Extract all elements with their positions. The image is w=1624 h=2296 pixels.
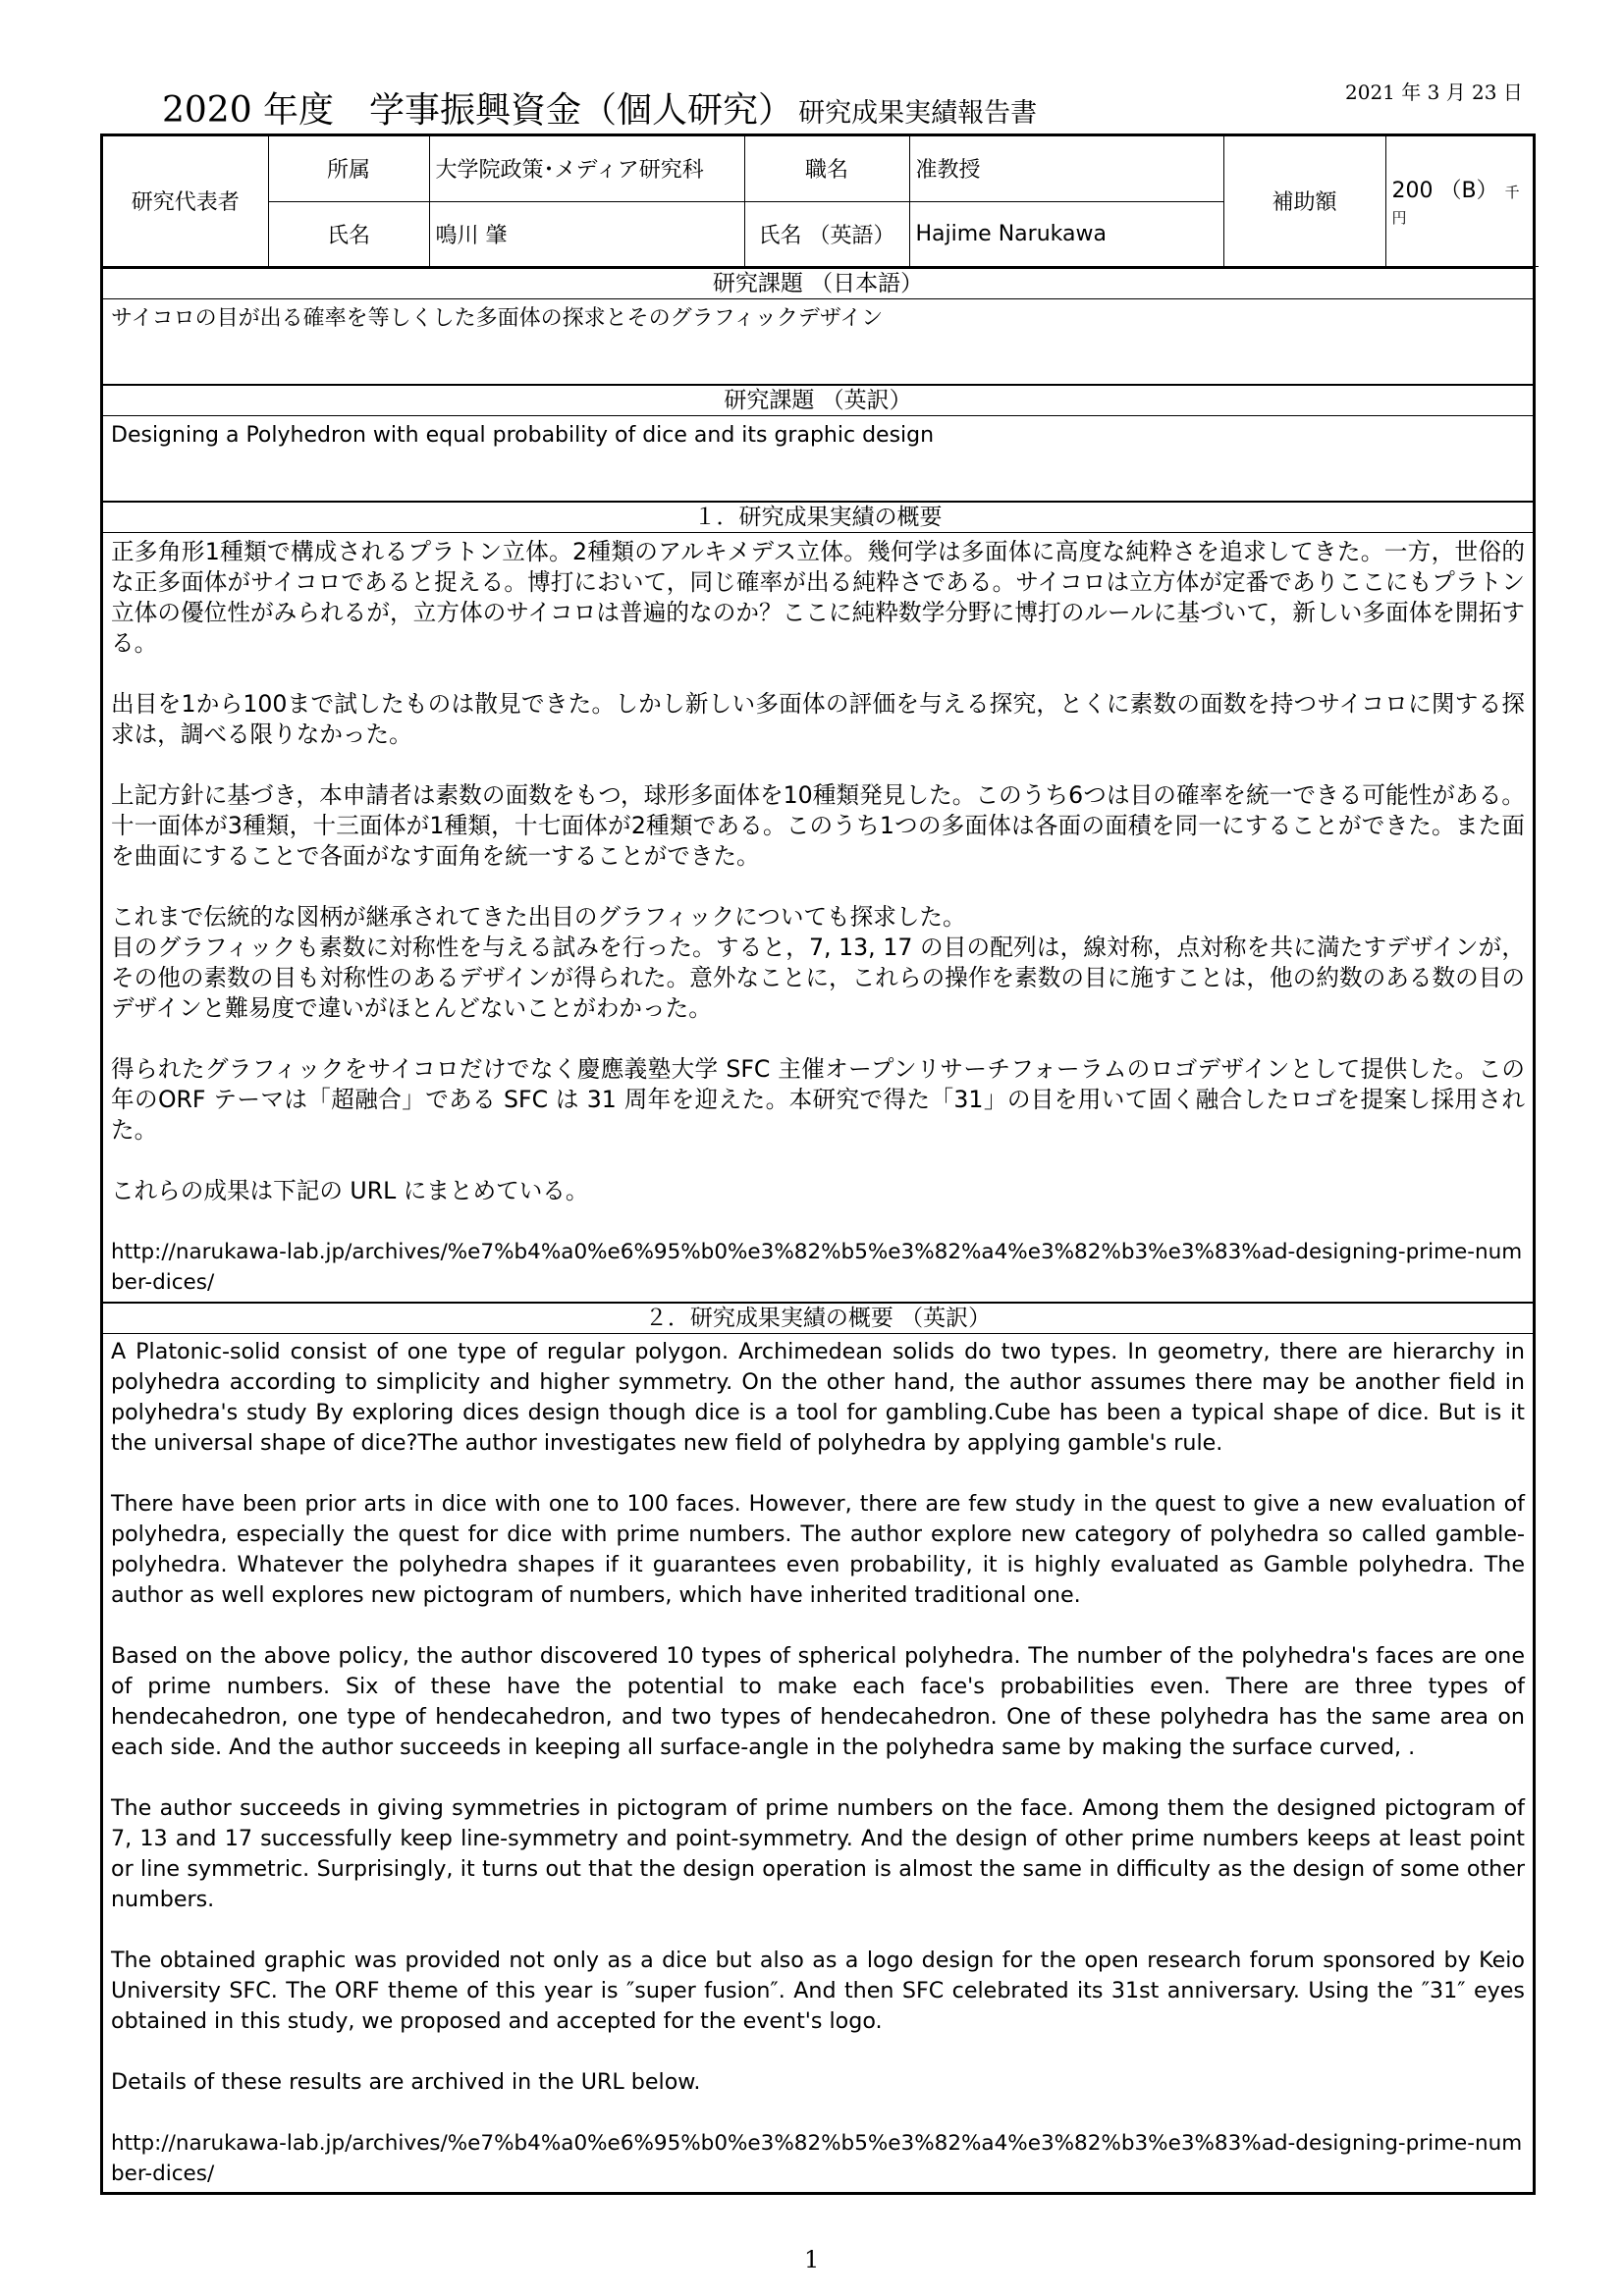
paragraph-gap — [111, 872, 1525, 902]
paragraph-gap — [111, 1206, 1525, 1237]
position-label: 職名 — [744, 136, 909, 201]
summary-jp-heading: １．研究成果実績の概要 — [103, 501, 1533, 533]
summary-jp-paragraph: 正多角形1種類で構成されるプラトン立体。2種類のアルキメデス立体。幾何学は多面体に高度な純粋さを追求してきた。一方，世俗的な正多面体がサイコロであると捉える。博打において，同じ確率が出る純粋さである。サイコロは立方体が定番でありここにもプラトン立体の優位性がみられるが，立方体のサイコロは普遍的なのか？ここに純粋数学分野に博打のルールに基づいて，新しい多面体を開拓する。 — [111, 537, 1525, 657]
paragraph-gap — [111, 1024, 1525, 1054]
summary-en-paragraph: Based on the above policy, the author discovered 10 types of spherical polyhedra. The number of the polyhedra's faces are one of prime numbers. Six of these have the potential to make each face's probabilities even. There are three types of hendecahedron, one type of hendecahedron, and two types of hendecahedron. One of these polyhedra has the same area on each side. And the author succeeds in keeping all surface-angle in the polyhedra same by making the surface curved, . — [111, 1642, 1525, 1760]
report-form — [100, 133, 1536, 2195]
affiliation-label: 所属 — [268, 136, 429, 201]
summary-jp-body — [103, 533, 1533, 1302]
grant-cell — [1385, 136, 1539, 266]
name-en-value: Hajime Narukawa — [909, 201, 1223, 266]
topic-en-text: Designing a Polyhedron with equal probability of dice and its graphic design — [111, 422, 935, 448]
report-date: 2021 年 3 月 23 日 — [1345, 80, 1523, 104]
name-en-label: 氏名 （英語） — [744, 201, 909, 266]
paragraph-gap — [111, 1459, 1525, 1489]
paragraph-gap — [111, 1611, 1525, 1641]
summary-en-paragraph: The obtained graphic was provided not only as a dice but also as a logo design for the open research forum sponsored by Keio University SFC. The ORF theme of this year is ″super fusion″. And then SFC celebrated its 31st anniversary. Using the ″31″ eyes obtained in this study, we proposed and accepted for the event's logo. — [111, 1947, 1525, 2034]
summary-en-heading: ２．研究成果実績の概要 （英訳） — [103, 1302, 1533, 1334]
summary-jp-paragraph: 上記方針に基づき，本申請者は素数の面数をもつ，球形多面体を10種類発見した。このうち6つは目の確率を統一できる可能性がある。十一面体が3種類，十三面体が1種類，十七面体が2種類である。このうち1つの多面体は各面の面積を同一にすることができた。また面を曲面にすることで各面がなす面角を統一することができた。 — [111, 780, 1525, 870]
affiliation-value: 大学院政策･メディア研究科 — [429, 136, 744, 201]
page-title — [162, 82, 1037, 133]
title-main: 2020 年度 学事振興資金（個人研究） — [162, 90, 794, 131]
summary-en-paragraph: A Platonic-solid consist of one type of regular polygon. Archimedean solids do two types. In geometry, there are hierarchy in polyhedra according to simplicity and higher symmetry. On the other hand, the author assumes there may be another field in polyhedra's study By exploring dices design though dice is a tool for gambling.Cube has been a typical shape of dice. But is it the universal shape of dice?The author investigates new field of polyhedra by applying gamble's rule. — [111, 1338, 1525, 1456]
summary-en-paragraph: There have been prior arts in dice with one to 100 faces. However, there are few study in the quest to give a new evaluation of polyhedra, especially the quest for dice with prime numbers. The author explore new category of polyhedra so called gamble-polyhedra. Whatever the polyhedra shapes if it guarantees even probability, it is highly evaluated as Gamble polyhedra. The author as well explores new pictogram of numbers, which have inherited traditional one. — [111, 1490, 1525, 1608]
paragraph-gap — [111, 1915, 1525, 1946]
title-sub: 研究成果実績報告書 — [798, 98, 1038, 129]
summary-en-paragraph: The author succeeds in giving symmetries in pictogram of prime numbers on the face. Among them the designed pictogram of 7, 13 and 17 successfully keep line-symmetry and point-symmetry. And the design of other prime numbers keeps at least point or line symmetric. Surprisingly, it turns out that the design operation is almost the same in difficulty as the design of some other numbers. — [111, 1794, 1525, 1912]
paragraph-gap — [111, 1763, 1525, 1793]
paragraph-gap — [111, 1146, 1525, 1176]
representative-label: 研究代表者 — [103, 136, 268, 266]
paragraph-gap — [111, 2098, 1525, 2128]
summary-jp-url-link[interactable]: http://narukawa-lab.jp/archives/%e7%b4%a0%e6%95%b0%e3%82%b5%e3%82%a4%e3%82%b3%e3%83%ad-designing-prime-number-dices/ — [111, 1239, 1523, 1295]
grant-value: 200 （B） — [1391, 178, 1498, 203]
summary-jp-paragraph: これまで伝統的な図柄が継承されてきた出目のグラフィックについても探求した。 — [111, 902, 966, 931]
paragraph-gap — [111, 750, 1525, 780]
grant-label: 補助額 — [1223, 136, 1385, 266]
page-number: 1 — [804, 2246, 820, 2273]
summary-en-body — [103, 1334, 1533, 2192]
summary-en-paragraph: Details of these results are archived in the URL below. — [111, 2068, 701, 2095]
topic-jp-heading: 研究課題 （日本語） — [103, 267, 1533, 299]
researcher-info-table — [103, 136, 1539, 267]
name-value: 鳴川 肇 — [429, 201, 744, 266]
topic-jp-text: サイコロの目が出る確率を等しくした多面体の探求とそのグラフィックデザイン — [111, 305, 884, 331]
summary-jp-paragraph: 得られたグラフィックをサイコロだけでなく慶應義塾大学 SFC 主催オープンリサーチフォーラムのロゴデザインとして提供した。この年のORF テーマは「超融合」である SFC は 31 周年を迎えた。本研究で得た「31」の目を用いて固く融合したロゴを提案し採用された。 — [111, 1054, 1525, 1144]
summary-en-url-link[interactable]: http://narukawa-lab.jp/archives/%e7%b4%a0%e6%95%b0%e3%82%b5%e3%82%a4%e3%82%b3%e3%83%ad-designing-prime-number-dices/ — [111, 2130, 1523, 2186]
summary-jp-paragraph: これらの成果は下記の URL にまとめている。 — [111, 1176, 589, 1204]
position-value: 准教授 — [909, 136, 1223, 201]
topic-en-heading: 研究課題 （英訳） — [103, 384, 1533, 416]
name-label: 氏名 — [268, 201, 429, 266]
summary-jp-paragraph: 目のグラフィックも素数に対称性を与える試みを行った。すると，7, 13, 17 の目の配列は，線対称，点対称を共に満たすデザインが，その他の素数の目も対称性のあるデザインが得られた。意外なことに，これらの操作を素数の目に施すことは，他の約数のある数の目のデザインと難易度で違いがほとんどないことがわかった。 — [111, 933, 1525, 1022]
summary-jp-paragraph: 出目を1から100まで試したものは散見できた。しかし新しい多面体の評価を与える探究，とくに素数の面数を持つサイコロに関する探求は，調べる限りなかった。 — [111, 689, 1525, 748]
paragraph-gap — [111, 659, 1525, 689]
paragraph-gap — [111, 2037, 1525, 2067]
grant-unit: 千円 — [1391, 183, 1520, 227]
